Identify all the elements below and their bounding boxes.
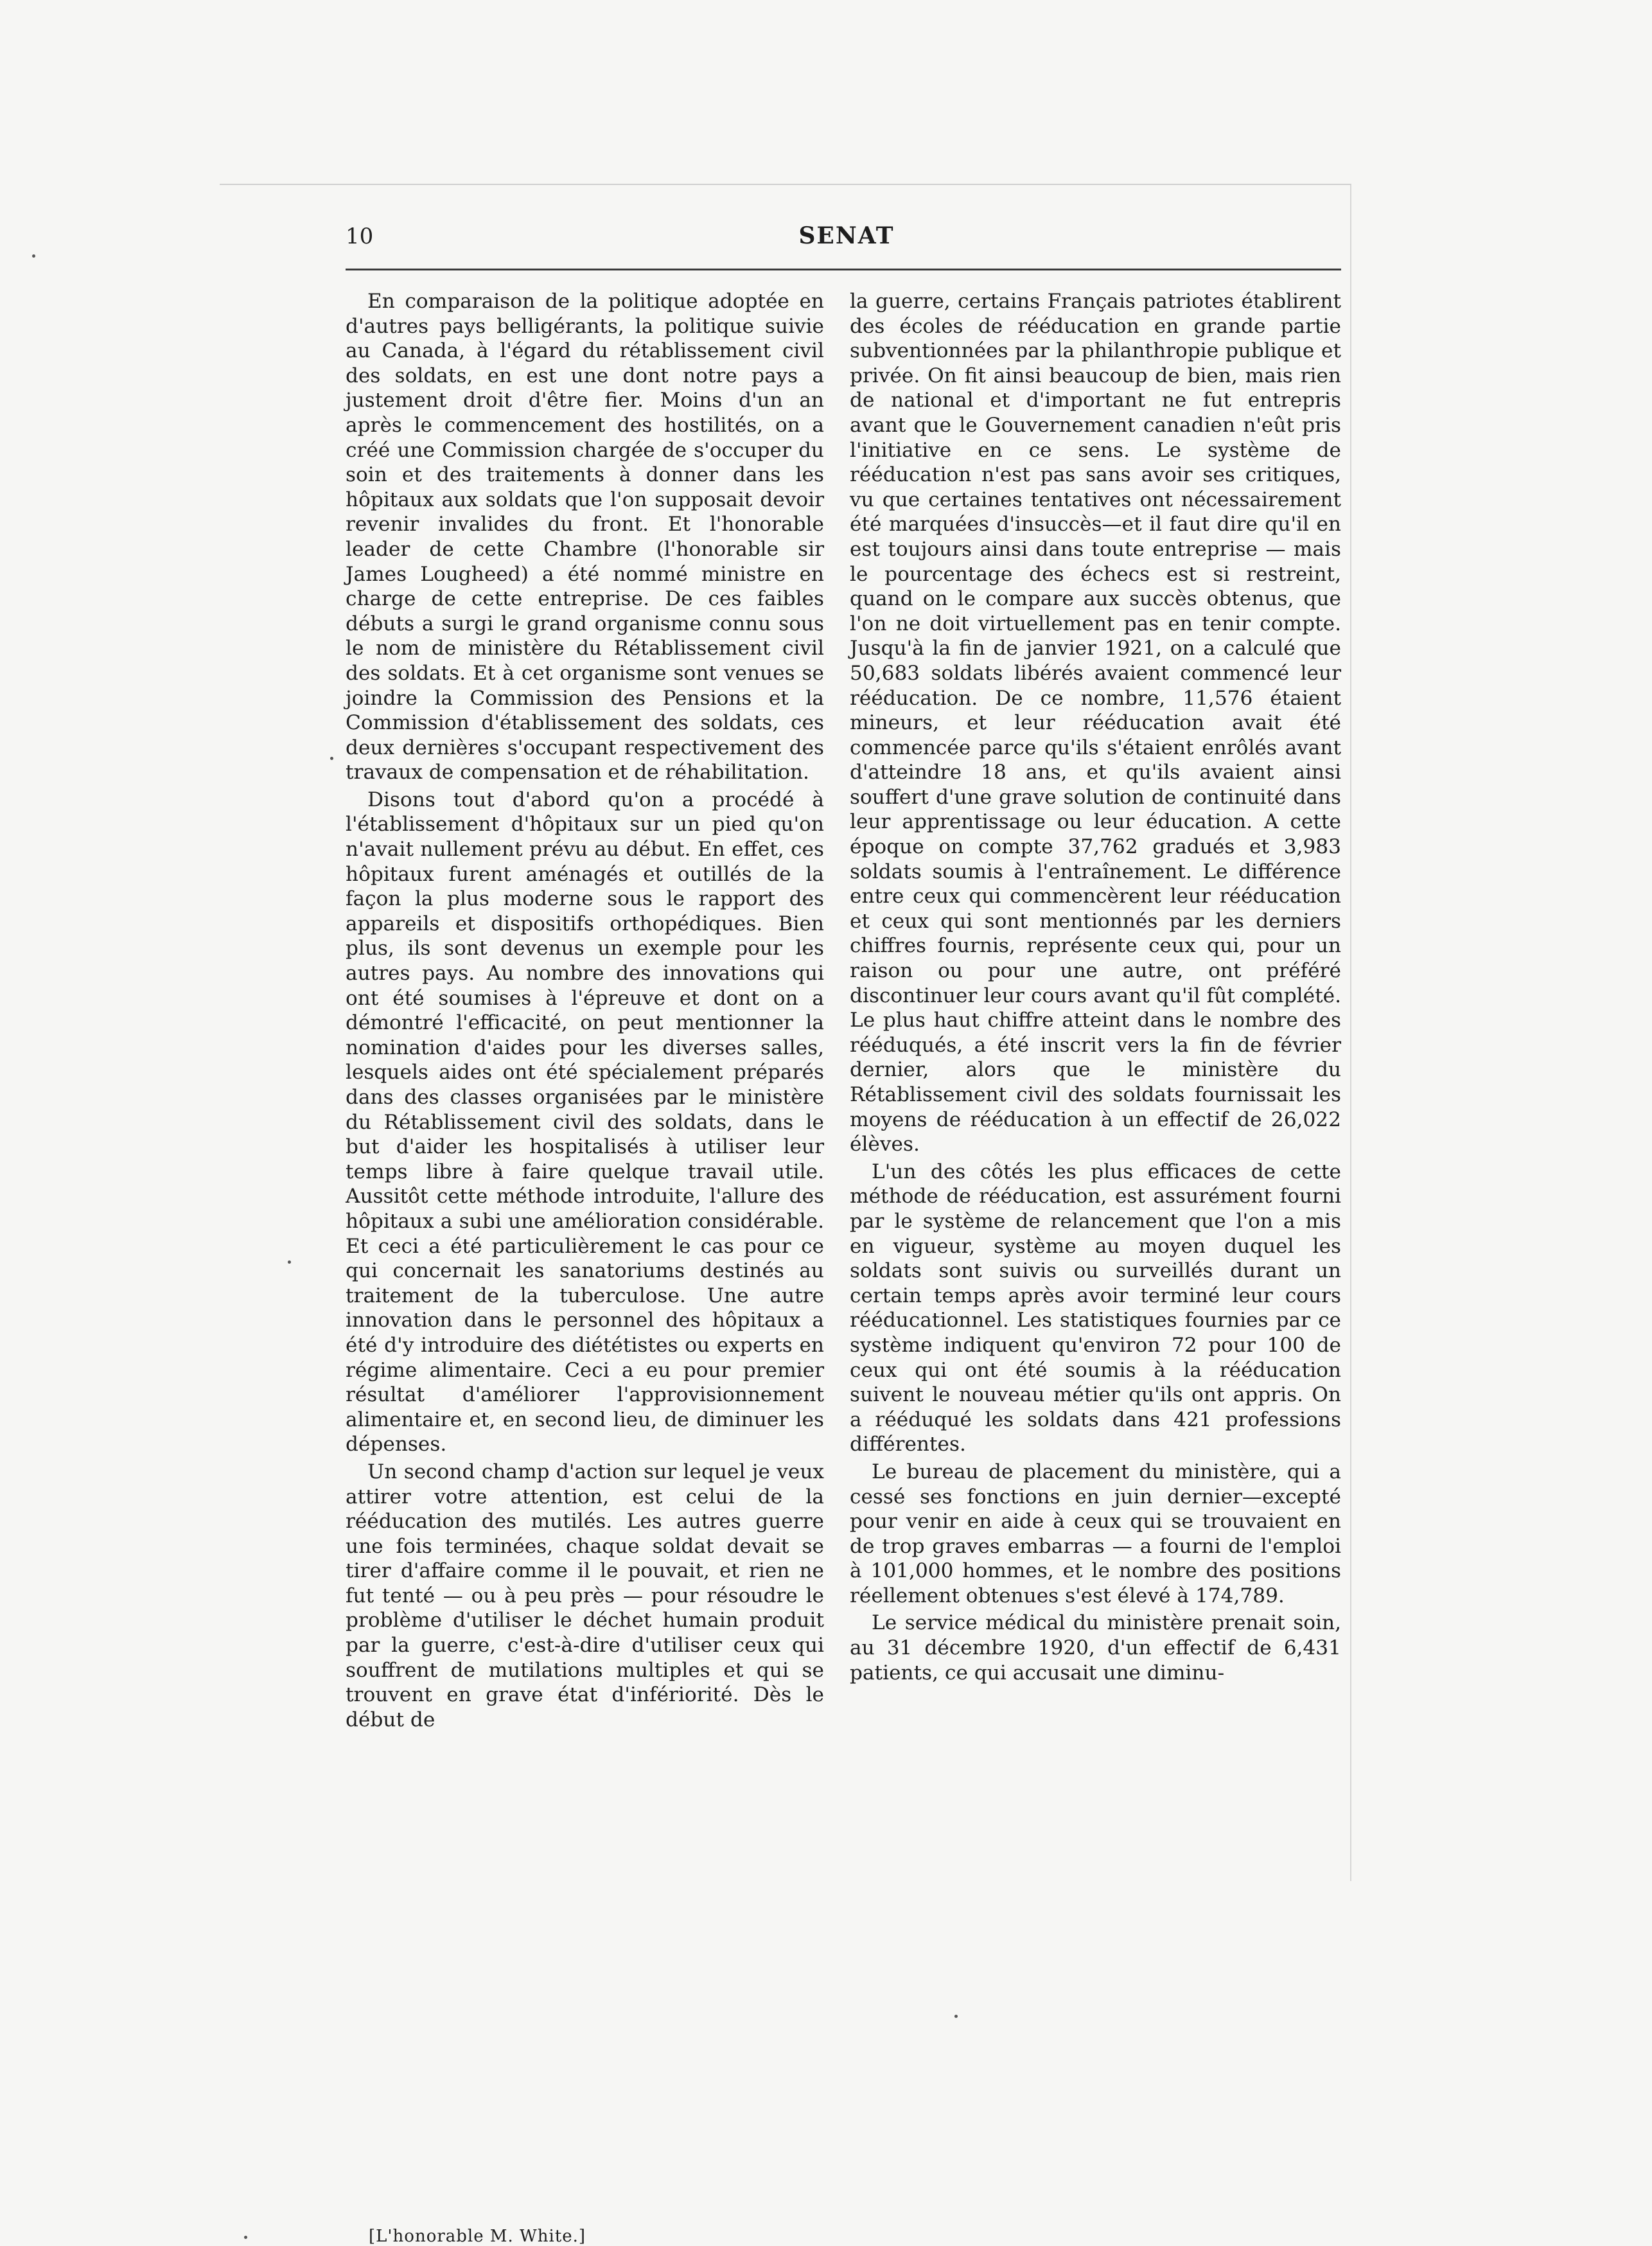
paragraph: Disons tout d'abord qu'on a procédé à l'établissement d'hôpitaux sur un pied qu'on n'avait nullement prévu au début. En effet, ces hôpitaux furent aménagés et outillés de la façon la plus moderne sous le rapport des appareils et dispositifs orthopédiques. Bien plus, ils sont devenus un exemple pour les autres pays. Au nombre des innovations qui ont été soumises à l'épreuve et dont on a démontré l'efficacité, on peut mentionner la nomination d'aides pour les diverses salles, lesquels aides ont été spécialement préparés dans des classes organisées par le ministère du Rétablissement civil des soldats, dans le but d'aider les hospitalisés à utiliser leur temps libre à faire quelque travail utile. Aussitôt cette méthode introduite, l'allure des hôpitaux a subi une amélioration considérable. Et ceci a été particulièrement le cas pour ce qui concernait les sanatoriums destinés au traitement de la tuberculose. Une autre innovation dans le personnel des hôpitaux a été d'y introduire des diététistes ou experts en régime alimentaire. Ceci a eu pour premier résultat d'améliorer l'approvisionnement alimentaire et, en second lieu, de diminuer les dépenses. <box>346 788 824 1456</box>
paragraph: L'un des côtés les plus efficaces de cette méthode de rééducation, est assurément fourni par le système de relancement que l'on a mis en vigueur, système au moyen duquel les soldats sont suivis ou surveillés durant un certain temps après avoir terminé leur cours rééducationnel. Les statistiques fournies par ce système indiquent qu'environ 72 pour 100 de ceux qui ont été soumis à la rééducation suivent le nouveau métier qu'ils ont appris. On a rééduqué les soldats dans 421 professions différentes. <box>850 1160 1341 1456</box>
paragraph: En comparaison de la politique adoptée en d'autres pays belligérants, la politique suivie au Canada, à l'égard du rétablissement civil des soldats, en est une dont notre pays a justement droit d'être fier. Moins d'un an après le commencement des hostilités, on a créé une Commission chargée de s'occuper du soin et des traitements à donner dans les hôpitaux aux soldats que l'on supposait devoir revenir invalides du front. Et l'honorable leader de cette Chambre (l'honorable sir James Lougheed) a été nommé ministre en charge de cette entreprise. De ces faibles débuts a surgi le grand organisme connu sous le nom de ministère du Rétablissement civil des soldats. Et à cet organisme sont venues se joindre la Commission des Pensions et la Commission d'établissement des soldats, ces deux dernières s'occupant respectivement des travaux de compensation et de réhabilitation. <box>346 290 824 784</box>
page-number: 10 <box>346 224 374 249</box>
header-rule <box>346 269 1341 270</box>
scan-speck <box>288 1260 291 1264</box>
paragraph: Le bureau de placement du ministère, qui a cessé ses fonctions en juin dernier—excepté pour venir en aide à ceux qui se trouvaient en de trop graves embarras — a fourni de l'emploi à 101,000 hommes, et le nombre des positions réellement obtenues s'est élevé à 174,789. <box>850 1460 1341 1607</box>
running-title: SENAT <box>798 222 895 249</box>
left-column <box>346 289 824 1732</box>
paragraph: Un second champ d'action sur lequel je veux attirer votre attention, est celui de la rééducation des mutilés. Les autres guerre une fois terminées, chaque soldat devait se tirer d'affaire comme il le pouvait, et rien ne fut tenté — ou à peu près — pour résoudre le problème d'utiliser le déchet humain produit par la guerre, c'est-à-dire d'utiliser ceux qui souffrent de mutilations multiples et qui se trouvent en grave état d'infériorité. Dès le début de <box>346 1460 824 1731</box>
scan-speck <box>244 2236 247 2239</box>
speaker-note: [L'honorable M. White.] <box>369 2227 586 2246</box>
right-column <box>850 289 1341 1685</box>
paragraph: la guerre, certains Français patriotes établirent des écoles de rééducation en grande partie subventionnées par la philanthropie publique et privée. On fit ainsi beaucoup de bien, mais rien de national et d'important ne fut entrepris avant que le Gouvernement canadien n'eût pris l'initiative en ce sens. Le système de rééducation n'est pas sans avoir ses critiques, vu que certaines tentatives ont nécessairement été marquées d'insuccès—et il faut dire qu'il en est toujours ainsi dans toute entreprise — mais le pourcentage des échecs est si restreint, quand on le compare aux succès obtenus, que l'on ne doit virtuellement pas en tenir compte. Jusqu'à la fin de janvier 1921, on a calculé que 50,683 soldats libérés avaient commencé leur rééducation. De ce nombre, 11,576 étaient mineurs, et leur rééducation avait été commencée parce qu'ils s'étaient enrôlés avant d'atteindre 18 ans, et qu'ils avaient ainsi souffert d'une grave solution de continuité dans leur apprentissage ou leur éducation. A cette époque on compte 37,762 gradués et 3,983 soldats soumis à l'entraînement. Le différence entre ceux qui commencèrent leur rééducation et ceux qui sont mentionnés par les derniers chiffres fournis, représente ceux qui, pour un raison ou pour une autre, ont préféré discontinuer leur cours avant qu'il fût complété. Le plus haut chiffre atteint dans le nombre des rééduqués, a été inscrit vers la fin de février dernier, alors que le ministère du Rétablissement civil des soldats fournissait les moyens de rééducation à un effectif de 26,022 élèves. <box>850 290 1341 1156</box>
paragraph: Le service médical du ministère prenait soin, au 31 décembre 1920, d'un effectif de 6,431 patients, ce qui accusait une diminu- <box>850 1611 1341 1684</box>
scan-speck <box>330 757 333 760</box>
scan-speck <box>32 254 35 258</box>
scan-speck <box>954 2015 958 2018</box>
page-header <box>346 218 1348 257</box>
